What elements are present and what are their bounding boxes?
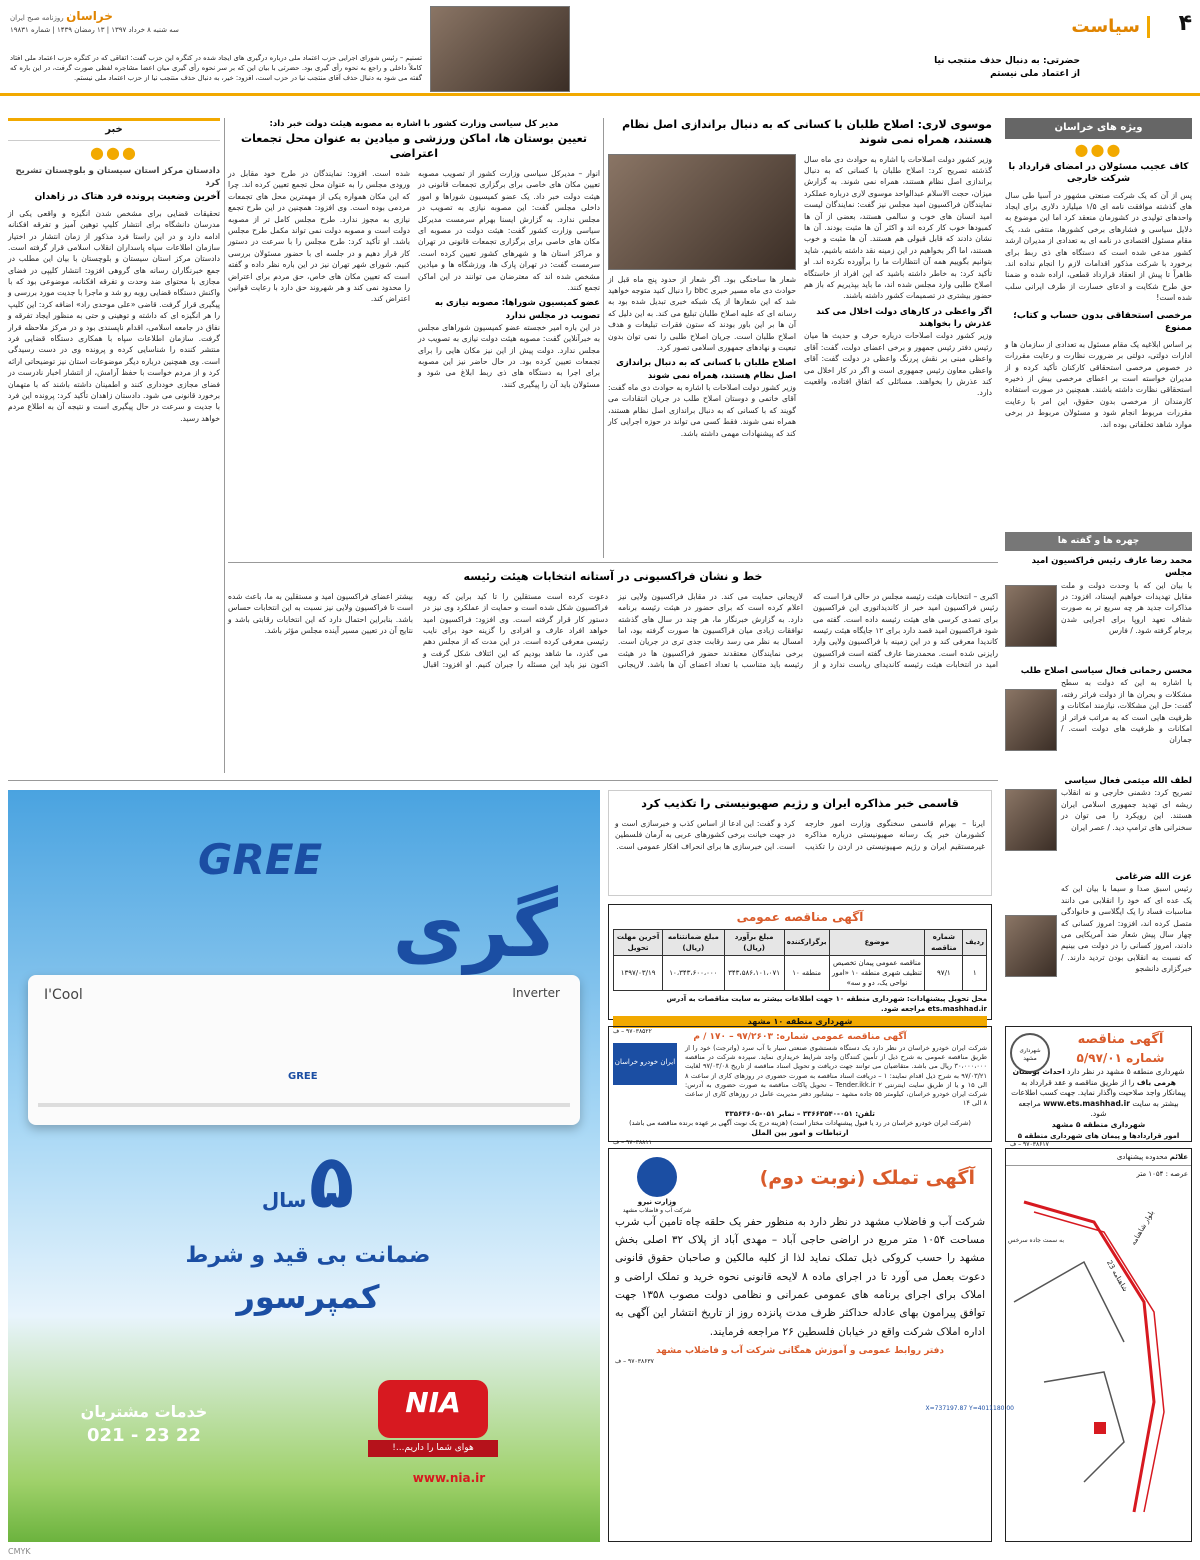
customer-service-label: خدمات مشتریان <box>80 1402 208 1421</box>
tender1-header: مبلغ برآورد (ریال) <box>724 930 784 955</box>
tender-ad-3 <box>1005 1026 1192 1148</box>
tender1-cell: مناقصه عمومی پیمان تخصیص تنظیف شهری منطقه ۱۰ «امور نواحی یک، دو و سه» <box>829 955 925 990</box>
tender1-note: محل تحویل پیشنهادات: شهرداری منطقه ۱۰ جهت اطلاعات بیشتر به سایت مناقصات به آدرس ets.mashhad.ir مراجعه شود. <box>666 995 987 1014</box>
section-title: سیاست <box>1071 16 1140 37</box>
ac-vent <box>38 1103 570 1107</box>
tender1-code: ۹۷۰۳۸۵۲۲ – ف <box>613 1027 652 1035</box>
news-column <box>8 118 220 773</box>
khorasan-special-label: ویژه های خراسان <box>1005 118 1192 139</box>
tender1-cell: ۳۴۳،۵۸۶،۱۰۱،۰۷۱ <box>724 955 784 990</box>
ghasemi-title: قاسمی خبر مذاکره ایران و رژیم صهیونیستی را تکذیب کرد <box>641 797 959 810</box>
lead-body: تسنیم – رئیس شورای اجرایی حزب اعتماد ملی درباره درگیری های ایجاد شده در کنگره این حزب گفت: اتفاقی که در کنگره حزب اعتماد ملی افتاد کاملاً داخلی و راجع به نحوه رأی گیری بود. حضرتی با بیان این که بر سر نحوه رأی گیری میان اعضا مشاجره لفظی صورت گرفت، در این باره که گفته می شود به دنبال حذف آقای منتجب نیا در حزب است، افزود: خیر، به دنبال حذف منتجب نیا از حزب اعتماد ملی نیستم. <box>10 54 422 82</box>
water-org: وزارت نیرو <box>637 1198 677 1206</box>
dots-icon: ●●● <box>90 142 138 162</box>
ghasemi-article <box>608 790 992 896</box>
mousavi-body-1: وزیر کشور دولت اصلاحات با اشاره به حوادث دی ماه سال گذشته تصریح کرد: اصلاح طلبان با کسانی که به دنبال براندازی اصل نظام هستند، همراه نمی شوند. به گزارش میزان، حجت الاسلام عبدالواحد موسوی لاری درباره عملکرد نمایندگان فراکسیون امید مجلس نیز گفت: نمایندگان لیست امید انسان های خوب و سالمی هستند، بعضی از آن ها کمبودها خوب کار کرده اند و اکثر آن ها مثبت بودند. آن ها نشان دادند که قابل قبولی هم هستند. آن ها مثبت و خوب هستند، اما اگر بخواهیم در این زمینه نقد داشته باشیم، شاید بتوانیم بگوییم همه آن انتظارات ما را برآورده نکرده اند. او تأکید کرد: به خاطر داشته باشید که این افراد از خاستگاه اصلاح طلبی وارد مجلس شده اند، ما باید بپذیریم که باز هم حضور بیشتری در تصمیمات کشور داشته باشند. <box>804 154 992 301</box>
tender3-title: آگهی مناقصه <box>1077 1032 1164 1047</box>
dots-icon: ●●● <box>1074 139 1123 159</box>
tender1-header: شماره مناقصه <box>925 930 963 955</box>
tender2-footer: ارتباطات و امور بین الملل <box>751 1128 849 1138</box>
tender1-cell: منطقه ۱۰ <box>784 955 829 990</box>
brand-sub: روزنامه صبح ایران <box>10 14 64 22</box>
divider <box>228 562 998 563</box>
warranty-years: ۵ <box>308 1139 355 1225</box>
table-row <box>614 955 987 990</box>
face-body-2: با اشاره به این که دولت به سطح مشکلات و بحران ها از دولت فراتر رفته، گفت: حل این مشکلات، نیازمند امکانات و ظرفیت هایی است که به مراتب فراتر از امکانات و ظرفیت های دولت است. / جماران <box>1061 678 1192 745</box>
tender3-site: www.ets.mashhad.ir <box>1043 1098 1130 1108</box>
faction-article <box>228 570 998 775</box>
map-legend-item: محدوده پیشنهادی <box>1116 1153 1168 1161</box>
mashhad-municipality-logo: شهرداری مشهد <box>1010 1033 1050 1073</box>
map-street-2: شاهنامه 23 <box>1104 1259 1130 1294</box>
ac-brand: GREE <box>288 1071 318 1082</box>
parks-sub: عضو کمیسیون شوراها: مصوبه نیازی به تصویب در مجلس ندارد <box>434 298 600 321</box>
property-ad-footer: دفتر روابط عمومی و آموزش همگانی شرکت آب و فاضلاب مشهد <box>655 1346 944 1357</box>
nia-tagline: هوای شما را داریم...! <box>368 1440 498 1457</box>
map-road <box>1024 1202 1154 1512</box>
parks-body-3: شده است. افزود: نمایندگان در طرح خود مقابل در ورودی مجلس را به عنوان محل تجمع تعیین کرده اند. چرا که این مکان همواره یکی از مهمترین محل های تجمعات مردمی بوده است. وی افزود: همچنین در این طرح تجمع نیازی به مجوز ندارد. طرح مجلس کامل تر از مصوبه دولت است و مصوبه دولت نمی تواند مکمل طرح مجلس باشد. او تأکید کرد: طرح مجلس را با سرعت در دستور کار قرار دهیم و در جلسه ای با حضور مسئولان بررسی کنیم. شورای شهر تهران نیز در این باره نظر داده و گفته است که تعیین مکان های خاص، حق مردم برای اعتراض را محدود نمی کند و هر شهروند حق دارد با رعایت قوانین اعتراض کند. <box>228 169 410 304</box>
mousavi-article <box>608 118 992 558</box>
mousavi-sub-1: اگر واعظی در کارهای دولت اخلال می کند عذرش را بخواهند <box>816 306 992 330</box>
face-body-3: تصریح کرد: دشمنی خارجی و نه انقلاب ریشه ای تهدید جمهوری اسلامی ایران هستند. این رویکرد را می توان در سخنرانی های ترامپ دید. / عصر ایران <box>1061 788 1192 832</box>
tender3-body3: را از طریق مناقصه و عقد قرارداد به پیمانکار واجد صلاحیت واگذار نماید. جهت کسب اطلاعات بیشتر به سایت <box>1011 1077 1186 1108</box>
gree-brand-en: GREE <box>198 835 323 884</box>
faction-body: اکبری – انتخابات هیئت رئیسه مجلس در حالی فرا است که رئیس فراکسیون امید خبر از کاندیداتوری این فراکسیون برای تصدی کرسی های هیئت رئیسه داده است. گفته می شود فراکسیون امید قصد دارد برای ۱۲ جایگاه هیئت رئیسه کاندیدا معرفی کند و در این زمینه با فراکسیون ولایی وارد رایزنی شده است. محمدرضا عارف گفته است فراکسیون امید در انتخابات هیئت رئیسه کاندیدای ریاست ندارد و از لاریجانی حمایت می کند. در مقابل فراکسیون ولایی نیز اعلام کرده است که برای حضور در هیئت رئیسه برنامه دارد. به گزارش خبرنگار ما، هر چند در سال های گذشته توافقات زیادی میان فراکسیون ها صورت گرفته بود، اما امسال به نظر می رسد رقابت جدی تری در جریان است. برخی نمایندگان معتقدند حضور فراکسیون ها در هیئت رئیسه باید متناسب با تعداد اعضای آن ها باشد. لاریجانی دعوت کرده است مستقلین را تا کید براین که رویه فراکسیون شکل شده است و حمایت از عملکرد وی نیز در دستور کار قرار گرفته است. وی افزود: فراکسیون امید خواهد افراد عارف و افرادی را گزینه خود برای نایب رئیسی معرفی کرده است. در این مدت که از مجلس دهم می گذرد، ما شاهد بودیم که این ائتلاف شکل گرفت و اکنون نیز باید این مسئله را جبران کنیم. او افزود: اقبال بیشتر اعضای فراکسیون امید و مستقلین به ما، باعث شده است تا فراکسیون ولایی نیز نسبت به این انتخابات حساس باشد. بنابراین احتمال دارد که این انتخابات رقابتی باشد و نتایج آن در تعیین مسیر آینده مجلس مؤثر باشد. <box>228 591 998 670</box>
tender1-cell: ۱ <box>963 955 987 990</box>
tender1-header: ردیف <box>963 930 987 955</box>
water-company-logo <box>617 1157 697 1216</box>
ghasemi-body: ایرنا – بهرام قاسمی سخنگوی وزارت امور خارجه کشورمان خبر یک رسانه صهیونیستی درباره مذاکره غیرمستقیم ایران و رژیم صهیونیستی در اردن را تکذیب کرد و گفت: این ادعا از اساس کذب و خبرسازی است و در جهت خیانت برخی کشورهای عربی به آرمان فلسطین است. این خبرسازی ها برای انحراف افکار عمومی است. <box>615 818 985 851</box>
tender1-cell: ۱۳۹۷/۰۳/۱۹ <box>614 955 663 990</box>
special-item2-body: بر اساس ابلاغیه یک مقام مسئول به تعدادی از سازمان ها و ادارات دولتی، دولتی بر ضرورت نظارت و رعایت مقررات در خصوص مرخصی استحقاقی کارکنان تأکید کرده و از مدیران خواسته است بر اعطای مرخصی بیش از ذخیره استحقاقی نظارت داشته باشند. همچنین در صورت استفاده کارمندان از مرخصی بدون حقوق، این امر با رعایت مقررات مربوط انجام شود و مسئولان مربوط در برخی موارد شاهد تخلفاتی بوده اند. <box>1005 339 1192 429</box>
tender1-header: آخرین مهلت تحویل <box>614 930 663 955</box>
customer-service-phone: 021 - 23 22 <box>87 1425 201 1447</box>
masthead <box>10 8 250 36</box>
faction-title: خط و نشان فراکسیونی در آستانه انتخابات هیئت رئیسه <box>463 570 763 583</box>
property-ad <box>608 1148 992 1542</box>
tender2-code: ۹۷۰۳۸۸۱۱ – ف <box>613 1139 652 1147</box>
map-road <box>1044 1372 1124 1482</box>
map-legend-title: علائم <box>1169 1153 1188 1161</box>
parks-title: تعیین بوستان ها، اماکن ورزشی و میادین به عنوان محل تجمعات اعتراضی <box>241 132 587 161</box>
face-name-3: لطف الله میثمی فعال سیاسی <box>1064 776 1192 787</box>
tender3-body1: شهرداری منطقه ۵ مشهد <box>1106 1067 1185 1077</box>
parks-article <box>228 118 600 558</box>
section-divider <box>1147 16 1150 38</box>
tender1-cell: ۱۰،۳۴۳،۶۰۰،۰۰۰ <box>663 955 724 990</box>
lead-headline <box>700 55 1080 80</box>
mousavi-body-4: وزیر کشور دولت اصلاحات با اشاره به حوادث دی ماه گفت: آقای خاتمی و دوستان اصلاح طلب در جریان انتقادات می گویند که با کسانی که به دنبال براندازی اصل نظام هستند، همراه نمی شوند. فقط کسی می تواند در حوزه اجرایی کار کند که پیشنهادات مهمی داشته باشد. <box>608 383 796 438</box>
face-body-1: با بیان این که با وحدت دولت و ملت مقابل تهدیدات خواهیم ایستاد، افزود: در مذاکرات جدید هر چه سریع تر به صورت شفاف تعهد اروپا برای اجرایی شدن برجام گرفته شود. / فارس <box>1061 580 1192 636</box>
mousavi-sub-2: اصلاح طلبان با کسانی که به دنبال براندازی اصل نظام هستند، همراه نمی شوند <box>616 358 796 381</box>
warranty-text: ضمانت بی قید و شرط <box>185 1243 431 1268</box>
tender1-title: آگهی مناقصه عمومی <box>736 910 864 924</box>
special-item2-title: مرخصی استحقاقی بدون حساب و کتاب؛ ممنوع <box>1013 310 1192 334</box>
news-kicker: دادستان مرکز استان سیستان و بلوچستان تشریح کرد <box>15 165 220 188</box>
faces-section <box>1005 532 1192 1002</box>
divider <box>8 780 998 781</box>
page-header <box>0 0 1200 96</box>
tender-ad-1 <box>608 904 992 1035</box>
map-street-1: بلوار شاهنامه <box>1129 1209 1156 1247</box>
tender1-table <box>613 929 987 991</box>
tender2-note: (شرکت ایران خودرو خراسان در رد یا قبول پیشنهادات مختار است) (هزینه درج یک نوبت آگهی بر عهده برنده مناقصه می باشد) <box>629 1118 971 1127</box>
cmyk-mark: CMYK <box>8 1547 31 1556</box>
nia-logo: NIA <box>378 1380 488 1438</box>
lead-title-2: از اعتماد ملی نیستم <box>990 68 1080 79</box>
lead-title-1: حضرتی: به دنبال حذف منتجب نیا <box>934 56 1080 66</box>
face-item-3 <box>1005 775 1192 871</box>
tender-ad-2 <box>608 1026 992 1147</box>
tender1-footer: شهرداری منطقه ۱۰ مشهد <box>613 1016 987 1028</box>
map-parcel <box>1094 1422 1106 1434</box>
face-item-2 <box>1005 665 1192 775</box>
parks-body-1: انوار – مدیرکل سیاسی وزارت کشور از تصویب مصوبه تعیین مکان های خاصی برای برگزاری تجمعات قانونی در هیئت دولت خبر داد. یک عضو کمیسیون شوراها و امور داخلی مجلس گفت: این مصوبه نیازی به تصویب در مجلس ندارد. به گزارش ایسنا بهرام سرمست مدیرکل سیاسی وزارت کشور گفت: هیئت دولت در مصوبه ای مکان های خاصی برای برگزاری تجمعات قانونی در تهران و مراکز استان ها و شهرهای کشور تعیین کرده است. سرمست گفت: در تهران پارک ها، ورزشگاه ها و میادین مشخص شده اند که معترضان می توانند در این اماکن تجمع کنند. <box>418 169 600 292</box>
tender3-footer1: شهرداری منطقه ۵ مشهد <box>1051 1119 1146 1129</box>
news-body: تحقیقات قضایی برای مشخص شدن انگیزه و واقعی یکی از مدرسان دانشگاه برای انتشار کلیپ توهین آمیز و تفرقه افکنانه ادامه دارد و در این راستا فرد مذکور از زمان انتشار در اختیار سازمان اطلاعات سپاه پاسداران انقلاب اسلامی قرار گرفته است. دادستان مرکز استان سیستان و بلوچستان با بیان این مطلب در جمع خبرنگاران رسانه های گروهی افزود: انتشار کلیپی در فضای مجازی با محتوای ضد وحدت و تفرقه افکنانه، موضوعی بود که با واکنش دستگاه قضایی روبه رو شد و ماجرا با جدیت مورد بررسی و پیگیری قرار گرفت. قاضی «علی موحدی راد» اضافه کرد: این کلیپ را هر انگیزه ای که داشته و توهینی و حتی به منظور ایجاد تفرقه و نفاق در جامعه اسلامی، اقدام ناپسندی بود و در مرکز ملاحظه قرار گرفت. سازمان اطلاعات سپاه با همکاری دستگاه قضایی فرد منتشر کننده را شناسایی کرده و پرونده وی در دست رسیدگی است. وی همچنین درباره دیگر موضوعات استان نیز توضیحاتی ارائه کرد و از مردم خواست با حفظ آرامش، از انتشار اخبار نادرست در فضای مجازی خودداری کنند و اطمینان داشته باشند که با متهمان برخورد قانونی می شود. دادستان زاهدان تأکید کرد: پرونده این فرد با جدیت و سرعت در حال پیگیری است و نتیجه آن به اطلاع مردم خواهد رسید. <box>8 208 220 423</box>
parks-kicker: مدیر کل سیاسی وزارت کشور با اشاره به مصوبه هیئت دولت خبر داد: <box>269 119 559 129</box>
map-sketch <box>925 1182 1191 1522</box>
mousavi-title: موسوی لاری: اصلاح طلبان با کسانی که به دنبال براندازی اصل نظام هستند، همراه نمی شوند <box>622 118 992 146</box>
page-number: ۴ <box>1178 11 1192 36</box>
nia-website: www.nia.ir <box>412 1471 486 1485</box>
warranty-years-label: سال <box>261 1188 307 1212</box>
mousavi-photo <box>608 154 796 270</box>
tender3-footer2: امور قراردادها و پیمان های شهرداری منطقه ۵ <box>1017 1131 1180 1140</box>
gree-brand-fa: گری <box>392 884 558 975</box>
tender3-body2: در نظر دارد <box>1067 1067 1104 1077</box>
tender3-body4: مراجعه شود. <box>1018 1098 1107 1119</box>
news-label: خبر <box>8 118 220 141</box>
news-title: آخرین وضعیت پرونده فرد هتاک در زاهدان <box>34 192 220 203</box>
tender3-code: ۹۷۰۳۸۶۱۷ – ف <box>1010 1140 1049 1148</box>
tender1-header: مبلغ ضمانتنامه (ریال) <box>663 930 724 955</box>
parks-body-2: در این باره امیر خجسته عضو کمیسیون شوراهای مجلس به خبرآنلاین گفت: مصوبه هیئت دولت نیازی به تصویب در مجلس ندارد. دولت پیش از این نیز مکان هایی را برای تجمعات تعیین کرده بود. در حال حاضر نیز این مصوبه برای اجرا به دستگاه های ذی ربط ابلاغ می شود و مسئولان باید آن را پیگیری کنند. <box>418 322 600 389</box>
ac-inverter: Inverter <box>512 986 560 1000</box>
property-map <box>925 1148 1192 1542</box>
face-name-1: محمد رضا عارف رئیس فراکسیون امید مجلس <box>1031 556 1192 579</box>
face-item-4 <box>1005 871 1192 1011</box>
iran-khodro-logo: ایران خودرو خراسان <box>613 1043 677 1085</box>
ac-model: I'Cool <box>44 987 83 1003</box>
lead-photo <box>430 6 570 92</box>
ac-unit-image <box>28 975 580 1125</box>
tender1-header: برگزارکننده <box>784 930 829 955</box>
gree-ad <box>8 790 600 1542</box>
mousavi-body-3: شعار ها ساختگی بود. اگر شعار از حدود پنج ماه قبل از حوادث دی ماه مسیر خبری bbc را دنبال کنید متوجه خواهید شد که این شعارها از یک شبکه خبری تبدیل شده بود به رسانه ای که علیه اصلاح طلبان تبلیغ می کند. به این دلیل که آن ها بر این باور بودند که ستون فقرات تبلیغات و هدف اصلاح طلبان است. جریان اصلاح طلبی را نمی توان بدون تبعیت و نهادهای جمهوری اسلامی تصور کرد. <box>608 274 796 353</box>
mousavi-body-2: وزیر کشور دولت اصلاحات درباره حرف و حدیث ها میان رئیس دفتر رئیس جمهور و برخی اعضای دولت، گفت: آقای واعظی مبنی بر نقش پررنگ واعظی در دولت گفت: آقای واعظی معاون رئیس جمهوری است و اگر در کار اخلال می کند عذرش را بخواهند. مسائلی که اتفاق افتاده، واقعیت دارد. <box>804 331 992 398</box>
face-body-4: رئیس اسبق صدا و سیما با بیان این که یک عده ای که خود را انقلابی می دانند مناسبات فساد را یک ایگلاسی و خانوادگی متصل کرده اند، افزود: امروز کسانی که چهار سال پیش شعار ضد آمریکایی می دادند، امروز کسانی را در دولت می بینیم که نسبت به انقلابی بودن تردید دارند. / خبرگزاری دانشجو <box>1061 884 1192 974</box>
property-ad-title: آگهی تملک (نوبت دوم) <box>759 1167 975 1189</box>
water-drop-icon <box>637 1157 677 1197</box>
map-area: عرصه : ۱۰۵۴ متر <box>1136 1170 1188 1179</box>
divider <box>603 118 604 558</box>
faces-label: چهره ها و گفته ها <box>1005 532 1192 551</box>
property-ad-body: شرکت آب و فاضلاب مشهد در نظر دارد به منظور حفر یک حلقه چاه تامین آب شرب مساحت ۱۰۵۴ متر مربع در اراضی حاجی آباد – مهدی آباد از پلاک ۳۲ اصلی بخش مشهد را حسب کروکی ذیل تملک نماید لذا از کلیه مالکین و صاحبان حقوق قانونی دعوت بعمل می آورد تا در اجرای ماده ۸ لایحه قانونی نحوه خرید و تملک اراضی و املاک برای اجرای برنامه های عمومی عمرانی و نظامی دولت مصوب ۱۳۵۸ جهت توافق پیرامون بهای عادله حداکثر ظرف مدت پانزده روز از تاریخ انتشار این آگهی به اداره املاک شرکت واقع در خیابان فلسطین ۲۶ مراجعه فرمایند. <box>615 1215 986 1338</box>
map-coords: X=737197.87 Y=4011180.00 <box>925 1405 1014 1413</box>
brand-name: خراسان <box>66 9 113 23</box>
khorasan-special <box>1005 118 1192 528</box>
date-line: سه شنبه ۸ خرداد ۱۳۹۷ | ۱۳ رمضان ۱۴۳۹ | شماره ۱۹۸۳۱ <box>10 26 179 35</box>
divider <box>224 118 225 773</box>
tender3-number: شماره ۵/۹۷/۰۱ <box>1076 1050 1165 1065</box>
tender2-title: آگهی مناقصه عمومی شماره: ۹۷/۲۶۰۳ – ۱۷۰ / م <box>693 1032 907 1042</box>
special-item1-title: کاف عجیب مسئولان در امضای قرارداد با شرکت خارجی <box>1008 161 1189 185</box>
map-street-3: به سمت جاده سرخس <box>1007 1237 1064 1245</box>
tender2-phone: تلفن: ۰۵۱-۳۳۶۶۳۵۴۰ – نمابر ۰۵۱-۳۳۵۶۳۶۰۵ <box>725 1109 875 1118</box>
compressor-text: کمپرسور <box>236 1278 380 1316</box>
face-name-2: محسن رحمانی فعال سیاسی اصلاح طلب <box>1020 666 1192 677</box>
tender2-body: شرکت ایران خودرو خراسان در نظر دارد یک دستگاه شستشوی صنعتی سیار با آب سرد (واترجت) خود را از طریق مناقصه عمومی به شرح ذیل از تأمین کنندگان واجد شرایط خریداری نماید. سپرده شرکت در مناقصه ۳۰،۰۰۰،۰۰۰ ریال می باشد. متقاضیان می توانند جهت دریافت و تحویل اسناد مناقصه از تاریخ ۹۷/۰۳/۰۸ لغایت ۹۷/۰۳/۲۱ به شرح ذیل اقدام نمایند: ۱ – دریافت اسناد مناقصه به صورت حضوری در روزهای کاری از ساعت ۸ الی ۱۵ و یا از طریق سایت اینترنتی Tender.ikk.ir ۲ – تحویل پاکات مناقصه به صورت حضوری به آدرس: شرکت ایران خودرو خراسان، کیلومتر ۵۵ جاده مشهد – نیشابور دفتر مدیریت عامل در روزهای کاری از ساعت ۸ الی ۱۴ <box>685 1044 988 1108</box>
face-name-4: عزت الله ضرغامی <box>1115 872 1192 883</box>
special-item1-body: پس از آن که یک شرکت صنعتی مشهور در آسیا طی سال های گذشته موافقت نامه ای ۱/۵ میلیارد دلاری برای ایجاد واحدهای تولیدی در کشورمان منعقد کرد اما این موضوع به دلایل سیاسی و فشارهای برخی کشورها، منتفی شد، یک مقام مسئول اقتصادی در نامه ای به تعدادی از مدیران ارشد کشور مدعی شده است که دستگاه های ذی ربط برای برخورد با شرکت مذکور اقدامات لازم را انجام نداده اند. ظاهراً تا پیش از انعقاد قرارداد قطعی، اراده شده و ضمنا حق طرح شکایت و ادعای خسارت از طرف ایرانی سلب شده است! <box>1005 190 1192 303</box>
tender1-header: موضوع <box>829 930 925 955</box>
water-org-sub: شرکت آب و فاضلاب مشهد <box>622 1207 692 1215</box>
tender1-cell: ۹۷/۱ <box>925 955 963 990</box>
face-item-1 <box>1005 555 1192 665</box>
map-road <box>1014 1262 1124 1342</box>
tender3-project: احداث بوستان هرمی باف <box>1012 1067 1176 1087</box>
property-ad-code: ۹۷۰۳۸۶۳۷ – ف <box>615 1358 654 1366</box>
